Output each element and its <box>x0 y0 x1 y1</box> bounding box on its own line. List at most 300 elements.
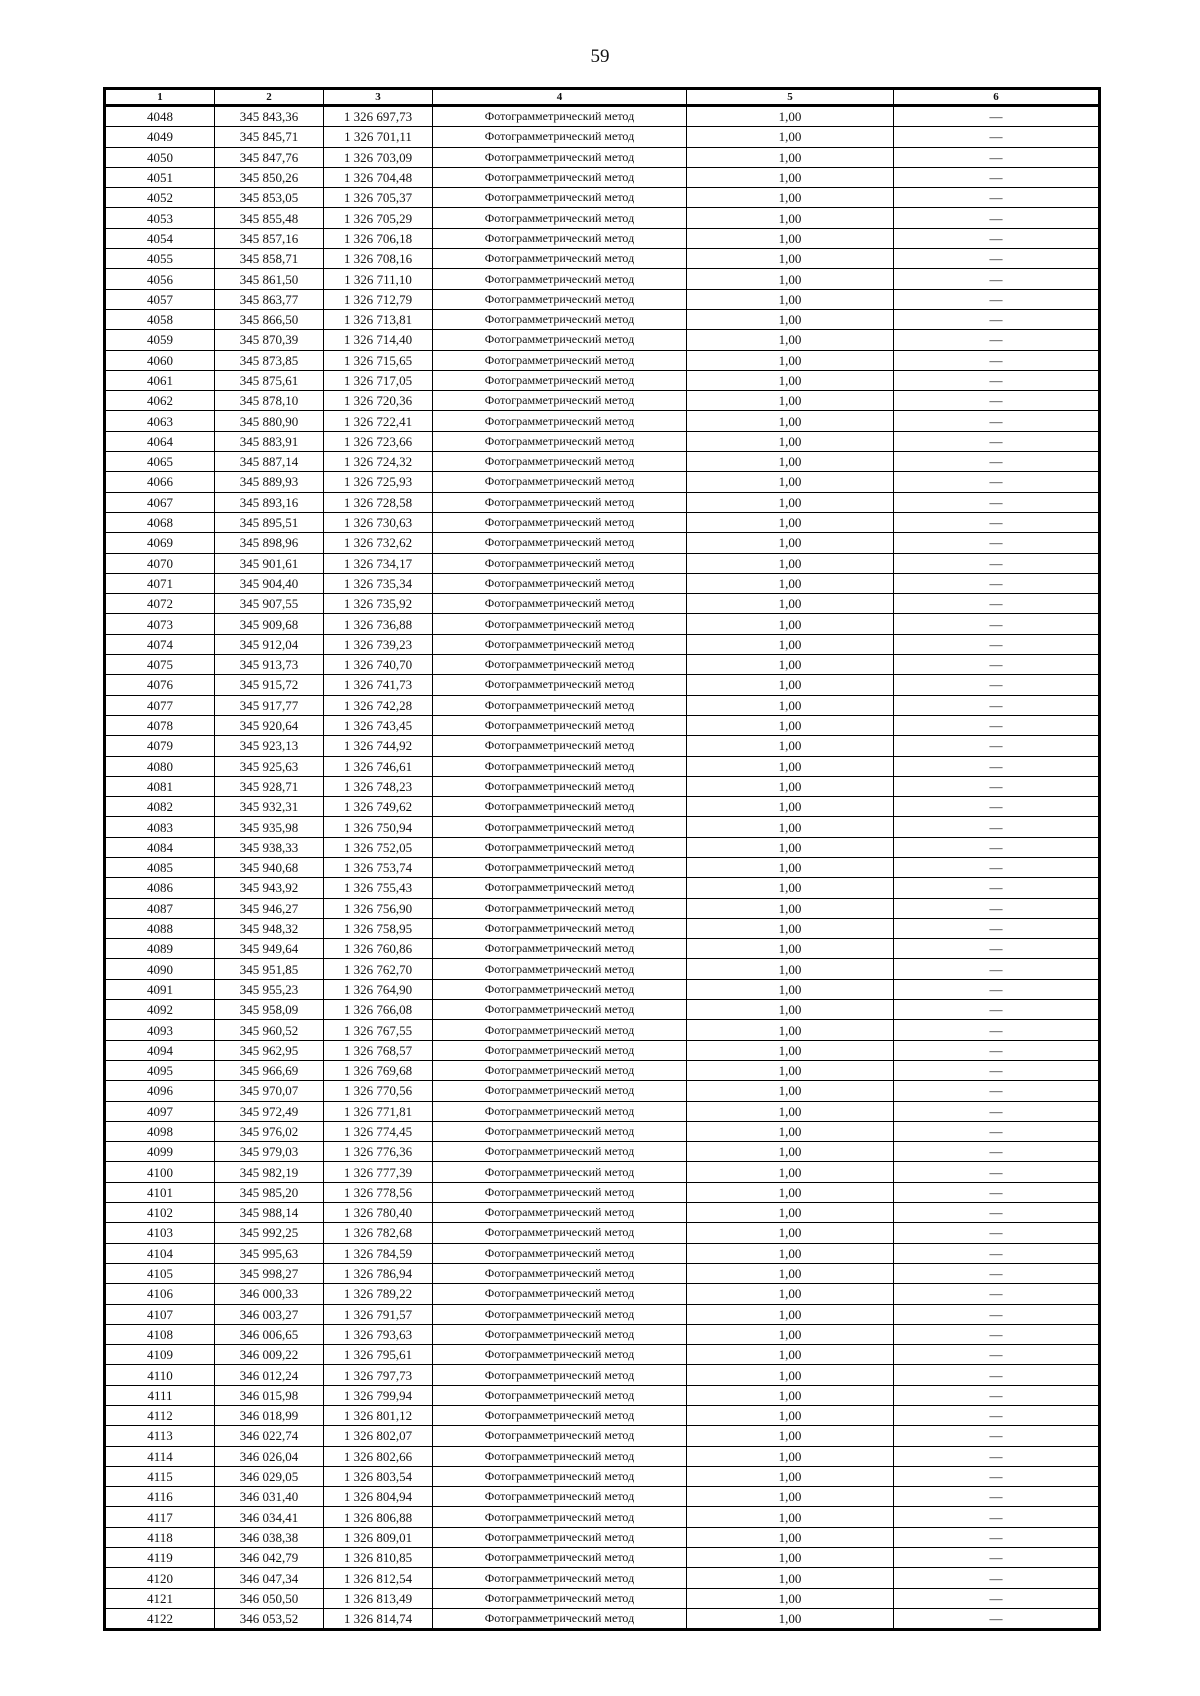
table-row <box>105 614 1100 634</box>
table-row <box>105 594 1100 614</box>
method-cell: Фотограмметрический метод <box>433 939 687 959</box>
y-coordinate-cell: 1 326 748,23 <box>324 776 433 796</box>
empty-mark-cell: — <box>894 675 1100 695</box>
method-cell: Фотограмметрический метод <box>433 512 687 532</box>
y-coordinate-cell: 1 326 708,16 <box>324 249 433 269</box>
table-row <box>105 898 1100 918</box>
method-cell: Фотограмметрический метод <box>433 736 687 756</box>
table-row <box>105 655 1100 675</box>
method-cell: Фотограмметрический метод <box>433 553 687 573</box>
table-row <box>105 1487 1100 1507</box>
y-coordinate-cell: 1 326 768,57 <box>324 1040 433 1060</box>
point-number-cell: 4073 <box>105 614 215 634</box>
x-coordinate-cell: 345 904,40 <box>215 573 324 593</box>
y-coordinate-cell: 1 326 752,05 <box>324 837 433 857</box>
empty-mark-cell: — <box>894 614 1100 634</box>
y-coordinate-cell: 1 326 724,32 <box>324 452 433 472</box>
point-number-cell: 4060 <box>105 350 215 370</box>
y-coordinate-cell: 1 326 705,37 <box>324 188 433 208</box>
empty-mark-cell: — <box>894 959 1100 979</box>
method-cell: Фотограмметрический метод <box>433 594 687 614</box>
empty-mark-cell: — <box>894 1243 1100 1263</box>
y-coordinate-cell: 1 326 803,54 <box>324 1466 433 1486</box>
empty-mark-cell: — <box>894 1284 1100 1304</box>
method-cell: Фотограмметрический метод <box>433 1162 687 1182</box>
precision-cell: 1,00 <box>687 1365 894 1385</box>
table-row <box>105 411 1100 431</box>
precision-cell: 1,00 <box>687 127 894 147</box>
method-cell: Фотограмметрический метод <box>433 147 687 167</box>
point-number-cell: 4078 <box>105 715 215 735</box>
point-number-cell: 4118 <box>105 1527 215 1547</box>
empty-mark-cell: — <box>894 756 1100 776</box>
point-number-cell: 4088 <box>105 918 215 938</box>
precision-cell: 1,00 <box>687 614 894 634</box>
method-cell: Фотограмметрический метод <box>433 411 687 431</box>
empty-mark-cell: — <box>894 452 1100 472</box>
y-coordinate-cell: 1 326 789,22 <box>324 1284 433 1304</box>
y-coordinate-cell: 1 326 741,73 <box>324 675 433 695</box>
table-row <box>105 431 1100 451</box>
precision-cell: 1,00 <box>687 918 894 938</box>
method-cell: Фотограмметрический метод <box>433 817 687 837</box>
precision-cell: 1,00 <box>687 1345 894 1365</box>
empty-mark-cell: — <box>894 309 1100 329</box>
method-cell: Фотограмметрический метод <box>433 188 687 208</box>
table-row <box>105 1446 1100 1466</box>
y-coordinate-cell: 1 326 720,36 <box>324 391 433 411</box>
x-coordinate-cell: 345 992,25 <box>215 1223 324 1243</box>
x-coordinate-cell: 345 925,63 <box>215 756 324 776</box>
x-coordinate-cell: 345 985,20 <box>215 1182 324 1202</box>
x-coordinate-cell: 345 912,04 <box>215 634 324 654</box>
empty-mark-cell: — <box>894 370 1100 390</box>
y-coordinate-cell: 1 326 713,81 <box>324 309 433 329</box>
y-coordinate-cell: 1 326 793,63 <box>324 1324 433 1344</box>
y-coordinate-cell: 1 326 774,45 <box>324 1121 433 1141</box>
table-row <box>105 756 1100 776</box>
table-row <box>105 1324 1100 1344</box>
x-coordinate-cell: 345 889,93 <box>215 472 324 492</box>
y-coordinate-cell: 1 326 777,39 <box>324 1162 433 1182</box>
column-header-2: 2 <box>215 89 324 106</box>
point-number-cell: 4089 <box>105 939 215 959</box>
empty-mark-cell: — <box>894 817 1100 837</box>
point-number-cell: 4053 <box>105 208 215 228</box>
empty-mark-cell: — <box>894 512 1100 532</box>
empty-mark-cell: — <box>894 1568 1100 1588</box>
precision-cell: 1,00 <box>687 1263 894 1283</box>
table-row <box>105 188 1100 208</box>
x-coordinate-cell: 345 951,85 <box>215 959 324 979</box>
table-row <box>105 370 1100 390</box>
x-coordinate-cell: 345 857,16 <box>215 228 324 248</box>
y-coordinate-cell: 1 326 799,94 <box>324 1385 433 1405</box>
empty-mark-cell: — <box>894 1040 1100 1060</box>
point-number-cell: 4064 <box>105 431 215 451</box>
point-number-cell: 4121 <box>105 1588 215 1608</box>
precision-cell: 1,00 <box>687 1568 894 1588</box>
table-row <box>105 553 1100 573</box>
point-number-cell: 4109 <box>105 1345 215 1365</box>
x-coordinate-cell: 345 962,95 <box>215 1040 324 1060</box>
empty-mark-cell: — <box>894 1446 1100 1466</box>
precision-cell: 1,00 <box>687 1608 894 1629</box>
point-number-cell: 4113 <box>105 1426 215 1446</box>
y-coordinate-cell: 1 326 762,70 <box>324 959 433 979</box>
point-number-cell: 4048 <box>105 106 215 127</box>
empty-mark-cell: — <box>894 979 1100 999</box>
method-cell: Фотограмметрический метод <box>433 1000 687 1020</box>
precision-cell: 1,00 <box>687 167 894 187</box>
table-row <box>105 127 1100 147</box>
method-cell: Фотограмметрический метод <box>433 452 687 472</box>
point-number-cell: 4057 <box>105 289 215 309</box>
table-row <box>105 837 1100 857</box>
table-row <box>105 1588 1100 1608</box>
empty-mark-cell: — <box>894 330 1100 350</box>
point-number-cell: 4093 <box>105 1020 215 1040</box>
point-number-cell: 4091 <box>105 979 215 999</box>
x-coordinate-cell: 346 015,98 <box>215 1385 324 1405</box>
method-cell: Фотограмметрический метод <box>433 1243 687 1263</box>
y-coordinate-cell: 1 326 753,74 <box>324 857 433 877</box>
method-cell: Фотограмметрический метод <box>433 431 687 451</box>
point-number-cell: 4052 <box>105 188 215 208</box>
table-row <box>105 1345 1100 1365</box>
point-number-cell: 4070 <box>105 553 215 573</box>
table-row <box>105 452 1100 472</box>
method-cell: Фотограмметрический метод <box>433 1548 687 1568</box>
y-coordinate-cell: 1 326 750,94 <box>324 817 433 837</box>
empty-mark-cell: — <box>894 1182 1100 1202</box>
x-coordinate-cell: 345 863,77 <box>215 289 324 309</box>
table-row <box>105 1284 1100 1304</box>
table-row <box>105 472 1100 492</box>
point-number-cell: 4075 <box>105 655 215 675</box>
point-number-cell: 4056 <box>105 269 215 289</box>
point-number-cell: 4055 <box>105 249 215 269</box>
point-number-cell: 4066 <box>105 472 215 492</box>
method-cell: Фотограмметрический метод <box>433 330 687 350</box>
method-cell: Фотограмметрический метод <box>433 1345 687 1365</box>
y-coordinate-cell: 1 326 735,92 <box>324 594 433 614</box>
y-coordinate-cell: 1 326 704,48 <box>324 167 433 187</box>
empty-mark-cell: — <box>894 857 1100 877</box>
table-row <box>105 939 1100 959</box>
empty-mark-cell: — <box>894 715 1100 735</box>
x-coordinate-cell: 345 847,76 <box>215 147 324 167</box>
table-row <box>105 1527 1100 1547</box>
x-coordinate-cell: 346 000,33 <box>215 1284 324 1304</box>
table-row <box>105 857 1100 877</box>
point-number-cell: 4076 <box>105 675 215 695</box>
point-number-cell: 4114 <box>105 1446 215 1466</box>
method-cell: Фотограмметрический метод <box>433 1223 687 1243</box>
y-coordinate-cell: 1 326 778,56 <box>324 1182 433 1202</box>
x-coordinate-cell: 346 050,50 <box>215 1588 324 1608</box>
x-coordinate-cell: 345 898,96 <box>215 533 324 553</box>
precision-cell: 1,00 <box>687 228 894 248</box>
empty-mark-cell: — <box>894 1000 1100 1020</box>
method-cell: Фотограмметрический метод <box>433 898 687 918</box>
empty-mark-cell: — <box>894 918 1100 938</box>
method-cell: Фотограмметрический метод <box>433 1142 687 1162</box>
empty-mark-cell: — <box>894 1507 1100 1527</box>
x-coordinate-cell: 345 858,71 <box>215 249 324 269</box>
table-row <box>105 106 1100 127</box>
empty-mark-cell: — <box>894 1203 1100 1223</box>
method-cell: Фотограмметрический метод <box>433 837 687 857</box>
method-cell: Фотограмметрический метод <box>433 1608 687 1629</box>
point-number-cell: 4087 <box>105 898 215 918</box>
precision-cell: 1,00 <box>687 939 894 959</box>
y-coordinate-cell: 1 326 784,59 <box>324 1243 433 1263</box>
empty-mark-cell: — <box>894 1263 1100 1283</box>
point-number-cell: 4105 <box>105 1263 215 1283</box>
empty-mark-cell: — <box>894 1548 1100 1568</box>
precision-cell: 1,00 <box>687 1406 894 1426</box>
x-coordinate-cell: 346 031,40 <box>215 1487 324 1507</box>
method-cell: Фотограмметрический метод <box>433 1304 687 1324</box>
x-coordinate-cell: 346 012,24 <box>215 1365 324 1385</box>
empty-mark-cell: — <box>894 269 1100 289</box>
table-row <box>105 1000 1100 1020</box>
table-row <box>105 309 1100 329</box>
method-cell: Фотограмметрический метод <box>433 959 687 979</box>
x-coordinate-cell: 346 042,79 <box>215 1548 324 1568</box>
precision-cell: 1,00 <box>687 736 894 756</box>
y-coordinate-cell: 1 326 810,85 <box>324 1548 433 1568</box>
point-number-cell: 4068 <box>105 512 215 532</box>
precision-cell: 1,00 <box>687 776 894 796</box>
x-coordinate-cell: 345 853,05 <box>215 188 324 208</box>
precision-cell: 1,00 <box>687 1081 894 1101</box>
precision-cell: 1,00 <box>687 573 894 593</box>
method-cell: Фотограмметрический метод <box>433 1406 687 1426</box>
y-coordinate-cell: 1 326 755,43 <box>324 878 433 898</box>
method-cell: Фотограмметрический метод <box>433 492 687 512</box>
method-cell: Фотограмметрический метод <box>433 573 687 593</box>
empty-mark-cell: — <box>894 594 1100 614</box>
x-coordinate-cell: 345 982,19 <box>215 1162 324 1182</box>
table-row <box>105 1182 1100 1202</box>
x-coordinate-cell: 345 870,39 <box>215 330 324 350</box>
y-coordinate-cell: 1 326 744,92 <box>324 736 433 756</box>
column-header-1: 1 <box>105 89 215 106</box>
point-number-cell: 4094 <box>105 1040 215 1060</box>
point-number-cell: 4083 <box>105 817 215 837</box>
precision-cell: 1,00 <box>687 898 894 918</box>
point-number-cell: 4082 <box>105 797 215 817</box>
empty-mark-cell: — <box>894 655 1100 675</box>
point-number-cell: 4067 <box>105 492 215 512</box>
table-row <box>105 249 1100 269</box>
x-coordinate-cell: 345 979,03 <box>215 1142 324 1162</box>
empty-mark-cell: — <box>894 289 1100 309</box>
precision-cell: 1,00 <box>687 1142 894 1162</box>
precision-cell: 1,00 <box>687 1588 894 1608</box>
x-coordinate-cell: 345 866,50 <box>215 309 324 329</box>
point-number-cell: 4095 <box>105 1060 215 1080</box>
empty-mark-cell: — <box>894 1101 1100 1121</box>
table-row <box>105 1243 1100 1263</box>
precision-cell: 1,00 <box>687 1101 894 1121</box>
empty-mark-cell: — <box>894 1588 1100 1608</box>
precision-cell: 1,00 <box>687 857 894 877</box>
table-row <box>105 1608 1100 1629</box>
precision-cell: 1,00 <box>687 675 894 695</box>
empty-mark-cell: — <box>894 1385 1100 1405</box>
point-number-cell: 4071 <box>105 573 215 593</box>
y-coordinate-cell: 1 326 711,10 <box>324 269 433 289</box>
method-cell: Фотограмметрический метод <box>433 1446 687 1466</box>
y-coordinate-cell: 1 326 701,11 <box>324 127 433 147</box>
method-cell: Фотограмметрический метод <box>433 655 687 675</box>
empty-mark-cell: — <box>894 837 1100 857</box>
empty-mark-cell: — <box>894 878 1100 898</box>
y-coordinate-cell: 1 326 723,66 <box>324 431 433 451</box>
empty-mark-cell: — <box>894 106 1100 127</box>
empty-mark-cell: — <box>894 167 1100 187</box>
y-coordinate-cell: 1 326 736,88 <box>324 614 433 634</box>
precision-cell: 1,00 <box>687 309 894 329</box>
y-coordinate-cell: 1 326 728,58 <box>324 492 433 512</box>
precision-cell: 1,00 <box>687 1507 894 1527</box>
x-coordinate-cell: 346 034,41 <box>215 1507 324 1527</box>
empty-mark-cell: — <box>894 634 1100 654</box>
precision-cell: 1,00 <box>687 634 894 654</box>
empty-mark-cell: — <box>894 208 1100 228</box>
empty-mark-cell: — <box>894 1345 1100 1365</box>
point-number-cell: 4050 <box>105 147 215 167</box>
x-coordinate-cell: 345 873,85 <box>215 350 324 370</box>
x-coordinate-cell: 345 861,50 <box>215 269 324 289</box>
column-header-3: 3 <box>324 89 433 106</box>
precision-cell: 1,00 <box>687 756 894 776</box>
table-row <box>105 512 1100 532</box>
precision-cell: 1,00 <box>687 1487 894 1507</box>
point-number-cell: 4117 <box>105 1507 215 1527</box>
method-cell: Фотограмметрический метод <box>433 289 687 309</box>
page-number: 59 <box>590 46 610 67</box>
method-cell: Фотограмметрический метод <box>433 1121 687 1141</box>
precision-cell: 1,00 <box>687 817 894 837</box>
method-cell: Фотограмметрический метод <box>433 391 687 411</box>
point-number-cell: 4084 <box>105 837 215 857</box>
table-row <box>105 1142 1100 1162</box>
method-cell: Фотограмметрический метод <box>433 1284 687 1304</box>
y-coordinate-cell: 1 326 797,73 <box>324 1365 433 1385</box>
x-coordinate-cell: 346 022,74 <box>215 1426 324 1446</box>
empty-mark-cell: — <box>894 553 1100 573</box>
point-number-cell: 4112 <box>105 1406 215 1426</box>
method-cell: Фотограмметрический метод <box>433 1568 687 1588</box>
y-coordinate-cell: 1 326 760,86 <box>324 939 433 959</box>
y-coordinate-cell: 1 326 791,57 <box>324 1304 433 1324</box>
point-number-cell: 4062 <box>105 391 215 411</box>
method-cell: Фотограмметрический метод <box>433 1081 687 1101</box>
precision-cell: 1,00 <box>687 1162 894 1182</box>
x-coordinate-cell: 345 901,61 <box>215 553 324 573</box>
table-row <box>105 147 1100 167</box>
x-coordinate-cell: 345 935,98 <box>215 817 324 837</box>
x-coordinate-cell: 346 006,65 <box>215 1324 324 1344</box>
table-row <box>105 715 1100 735</box>
x-coordinate-cell: 346 009,22 <box>215 1345 324 1365</box>
method-cell: Фотограмметрический метод <box>433 269 687 289</box>
x-coordinate-cell: 345 893,16 <box>215 492 324 512</box>
method-cell: Фотограмметрический метод <box>433 1060 687 1080</box>
point-number-cell: 4096 <box>105 1081 215 1101</box>
point-number-cell: 4080 <box>105 756 215 776</box>
x-coordinate-cell: 345 920,64 <box>215 715 324 735</box>
method-cell: Фотограмметрический метод <box>433 350 687 370</box>
x-coordinate-cell: 345 958,09 <box>215 1000 324 1020</box>
precision-cell: 1,00 <box>687 979 894 999</box>
precision-cell: 1,00 <box>687 452 894 472</box>
empty-mark-cell: — <box>894 1223 1100 1243</box>
precision-cell: 1,00 <box>687 249 894 269</box>
method-cell: Фотограмметрический метод <box>433 776 687 796</box>
point-number-cell: 4101 <box>105 1182 215 1202</box>
method-cell: Фотограмметрический метод <box>433 878 687 898</box>
precision-cell: 1,00 <box>687 106 894 127</box>
point-number-cell: 4115 <box>105 1466 215 1486</box>
method-cell: Фотограмметрический метод <box>433 1040 687 1060</box>
precision-cell: 1,00 <box>687 512 894 532</box>
method-cell: Фотограмметрический метод <box>433 1588 687 1608</box>
precision-cell: 1,00 <box>687 411 894 431</box>
method-cell: Фотограмметрический метод <box>433 1263 687 1283</box>
table-row <box>105 492 1100 512</box>
empty-mark-cell: — <box>894 1142 1100 1162</box>
point-number-cell: 4097 <box>105 1101 215 1121</box>
method-cell: Фотограмметрический метод <box>433 675 687 695</box>
precision-cell: 1,00 <box>687 1466 894 1486</box>
method-cell: Фотограмметрический метод <box>433 1507 687 1527</box>
point-number-cell: 4106 <box>105 1284 215 1304</box>
precision-cell: 1,00 <box>687 188 894 208</box>
empty-mark-cell: — <box>894 228 1100 248</box>
table-row <box>105 1020 1100 1040</box>
x-coordinate-cell: 345 998,27 <box>215 1263 324 1283</box>
table-row <box>105 391 1100 411</box>
y-coordinate-cell: 1 326 725,93 <box>324 472 433 492</box>
point-number-cell: 4079 <box>105 736 215 756</box>
method-cell: Фотограмметрический метод <box>433 715 687 735</box>
point-number-cell: 4086 <box>105 878 215 898</box>
point-number-cell: 4061 <box>105 370 215 390</box>
precision-cell: 1,00 <box>687 1040 894 1060</box>
method-cell: Фотограмметрический метод <box>433 614 687 634</box>
point-number-cell: 4092 <box>105 1000 215 1020</box>
precision-cell: 1,00 <box>687 1223 894 1243</box>
empty-mark-cell: — <box>894 249 1100 269</box>
table-row <box>105 1568 1100 1588</box>
point-number-cell: 4110 <box>105 1365 215 1385</box>
method-cell: Фотограмметрический метод <box>433 1203 687 1223</box>
x-coordinate-cell: 345 948,32 <box>215 918 324 938</box>
empty-mark-cell: — <box>894 1406 1100 1426</box>
table-row <box>105 959 1100 979</box>
precision-cell: 1,00 <box>687 837 894 857</box>
method-cell: Фотограмметрический метод <box>433 1101 687 1121</box>
empty-mark-cell: — <box>894 147 1100 167</box>
point-number-cell: 4090 <box>105 959 215 979</box>
y-coordinate-cell: 1 326 806,88 <box>324 1507 433 1527</box>
method-cell: Фотограмметрический метод <box>433 370 687 390</box>
